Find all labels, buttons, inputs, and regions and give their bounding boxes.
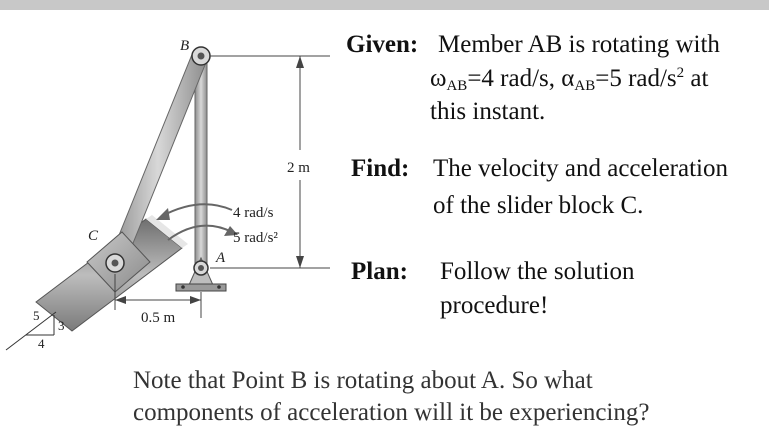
slope-hyp-label: 5 [33, 308, 40, 323]
vertical-member [195, 56, 207, 270]
note-line2: components of acceleration will it be experiencing? [133, 399, 650, 426]
find-label: Find: [351, 155, 410, 182]
omega-value: =4 rad/s, [467, 65, 562, 92]
given-line3: this instant. [430, 98, 546, 125]
omega-value-label: 4 rad/s [233, 205, 274, 221]
plan-line1: Follow the solution [440, 258, 635, 285]
pin-b [192, 47, 210, 65]
point-b-label: B [180, 38, 190, 54]
alpha-value-label: 5 rad/s² [233, 230, 278, 246]
slope-run-label: 4 [38, 336, 45, 351]
alpha-tail: at [684, 65, 709, 92]
alpha-subscript: AB [574, 78, 596, 94]
given-line2 [430, 62, 708, 96]
given-line1: Member AB is rotating with [438, 31, 720, 58]
omega-subscript: AB [446, 78, 468, 94]
note-line1: Note that Point B is rotating about A. So what [133, 367, 593, 394]
horizontal-dim-label: 0.5 m [141, 310, 176, 326]
point-c-label: C [88, 228, 99, 244]
find-line2: of the slider block C. [433, 192, 644, 219]
alpha-value: =5 rad/s [595, 65, 677, 92]
plan-line2: procedure! [440, 292, 549, 319]
find-line1: The velocity and acceleration [433, 155, 728, 182]
given-label: Given: [346, 31, 419, 58]
point-a-label: A [216, 250, 226, 266]
height-dim-label: 2 m [287, 160, 310, 176]
plan-label: Plan: [351, 258, 408, 285]
alpha-symbol: α [561, 65, 575, 92]
slope-rise-label: 3 [58, 318, 65, 333]
alpha-superscript: 2 [676, 65, 685, 81]
omega-symbol: ω [430, 65, 447, 92]
